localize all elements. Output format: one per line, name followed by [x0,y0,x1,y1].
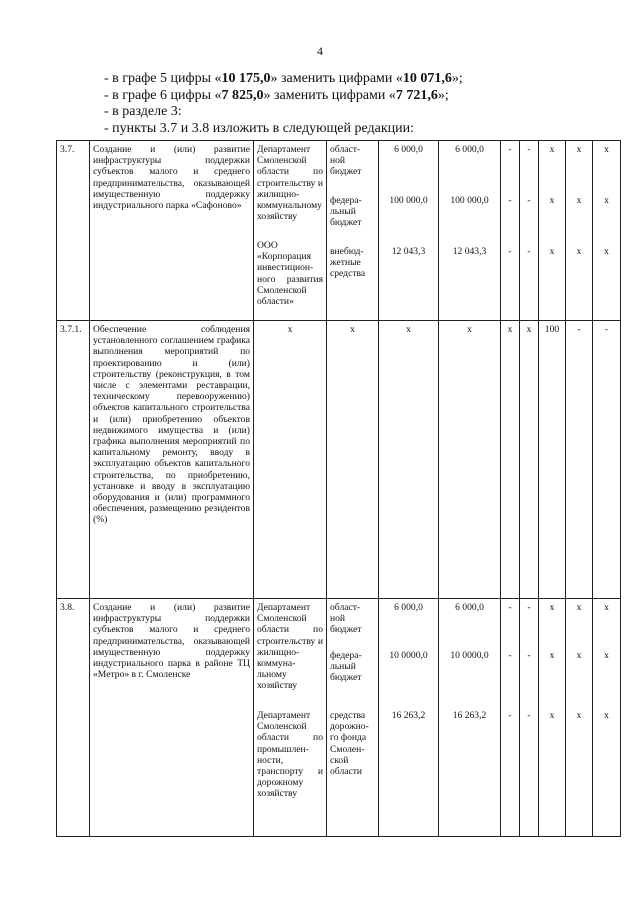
value: x [549,144,555,155]
row-name: Создание и (или) развитие инфраструктуры поддержки субъектов малого и среднего предпринимательства, оказывающей имущественную поддержку индустриального парка в районе ТЦ «Метро» в г. Смоленске [90,599,254,837]
old-value: 10 175,0 [221,71,271,86]
value: 100 000,0 [450,195,489,206]
value: x [576,246,582,257]
intro-line-1: - в графе 5 цифры «10 175,0» заменить цифрами «10 071,6»; [104,71,463,86]
value: x [604,650,609,661]
value: - [527,195,531,206]
executor: Департамент Смоленской области по промышлен-ности, транспорту и дорожному хозяйству [257,710,323,800]
value: 16 263,2 [391,710,426,721]
col-6: x [439,321,501,599]
table-row [57,321,621,599]
table-row [57,141,621,321]
row-name: Создание и (или) развитие инфраструктуры поддержки субъектов малого и среднего предпринимательства, оказывающей имущественную поддержку индустриального парка «Сафоново» [90,141,254,321]
value: x [604,246,609,257]
intro-line-4: - пункты 3.7 и 3.8 изложить в следующей редакции: [104,120,415,136]
source-cell [327,141,379,321]
source-cell [327,599,379,837]
value: - [508,195,512,206]
source: федера-льный бюджет [330,195,362,229]
old-value: 7 825,0 [221,87,264,103]
value: - [527,246,531,257]
col-9: 100 [539,321,566,599]
executor: Департамент Смоленской области по строительству и жилищно-коммунальному хозяйству [257,144,323,223]
executor-cell [254,599,327,837]
col-6 [439,141,501,321]
col-7: x [501,321,520,599]
value: 10 0000,0 [389,650,428,661]
col-5 [379,141,439,321]
source: средства дорожно-го фонда Смолен-ской области [330,710,369,778]
value: x [549,602,555,613]
value: 10 0000,0 [450,650,489,661]
new-value: 7 721,6 [395,87,438,103]
executor: ООО «Корпорация инвестицион-ного развития Смоленской области» [257,240,323,308]
col-8: x [520,321,539,599]
col-5 [379,599,439,837]
value: - [527,602,531,613]
executor: x [254,321,327,599]
value: 6 000,0 [394,602,423,613]
col-11 [593,599,621,837]
col-6 [439,599,501,837]
col-7 [501,141,520,321]
value: x [576,195,582,206]
value: x [604,195,609,206]
executor-cell [254,141,327,321]
col-11: - [593,321,621,599]
col-8 [520,141,539,321]
col-10 [566,599,593,837]
table-row [57,599,621,837]
value: x [576,144,582,155]
value: - [508,246,512,257]
value: 100 000,0 [389,195,428,206]
row-name: Обеспечение соблюдения установленного соглашением графика выполнения мероприятий по проектированию и (или) строительству (реконструкция, в том числе с элементами реставрации, техническому перевооружению) объектов капитального строительства и (или) приобретению объектов недвижимого имущества и (или) графика выполнения мероприятий по капитальному ремонту, вводу в эксплуатацию объектов капитального строительства, по приобретению, установке и вводу в эксплуатацию оборудования и (или) программного обеспечения, размещению резидентов (%) [90,321,254,599]
col-10: - [566,321,593,599]
col-11 [593,141,621,321]
source: област-ной бюджет [330,144,362,178]
value: - [527,710,531,721]
row-number: 3.7.1. [57,321,90,599]
value: x [604,602,609,613]
source: x [327,321,379,599]
row-number: 3.7. [57,141,90,321]
value: - [508,144,512,155]
value: 12 043,3 [391,246,426,257]
value: x [549,246,555,257]
col-9 [539,141,566,321]
value: - [508,650,512,661]
col-5: x [379,321,439,599]
value: x [576,650,582,661]
executor: Департамент Смоленской области по строительству и жилищно-коммуна-льному хозяйству [257,602,323,692]
intro-line-3: - в разделе 3: [104,104,182,119]
new-value: 10 071,6 [402,71,452,86]
program-table [56,140,621,837]
source: федера-льный бюджет [330,650,362,684]
col-9 [539,599,566,837]
value: 16 263,2 [452,710,487,721]
source: област-ной бюджет [330,602,362,636]
col-7 [501,599,520,837]
value: 6 000,0 [394,144,423,155]
value: x [604,144,609,155]
intro-text [104,71,574,137]
page-number: 4 [317,44,323,58]
source: внебюд-жетные средства [330,246,366,280]
value: x [549,650,555,661]
value: x [604,710,609,721]
row-number: 3.8. [57,599,90,837]
value: x [549,710,555,721]
value: 6 000,0 [455,602,484,613]
value: 6 000,0 [455,144,484,155]
col-10 [566,141,593,321]
value: - [508,710,512,721]
col-8 [520,599,539,837]
value: - [527,144,531,155]
value: - [508,602,512,613]
value: - [527,650,531,661]
value: x [549,195,555,206]
value: 12 043,3 [452,246,487,257]
intro-line-2: - в графе 6 цифры «7 825,0» заменить цифрами «7 721,6»; [104,87,449,103]
value: x [576,710,582,721]
value: x [576,602,582,613]
